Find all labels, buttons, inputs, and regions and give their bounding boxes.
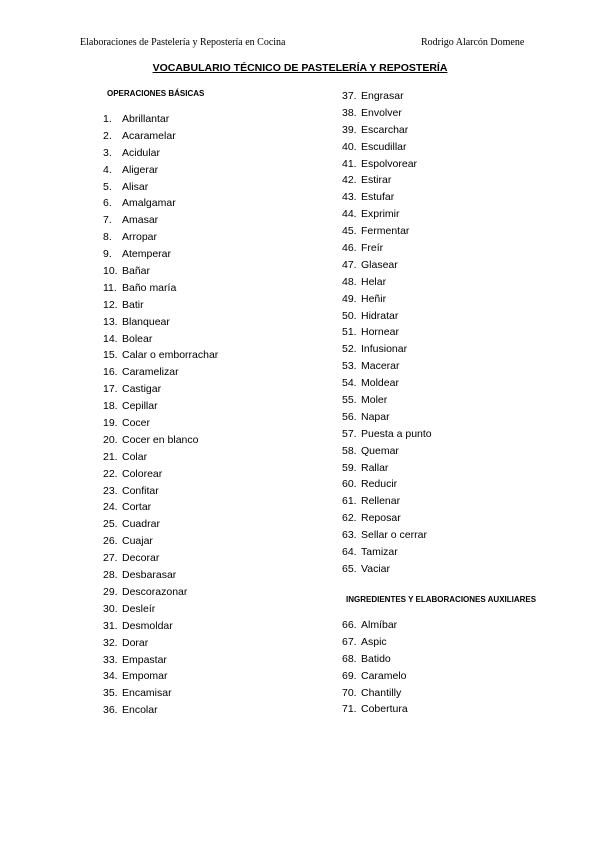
item-term: Cepillar	[122, 400, 158, 413]
item-term: Freír	[361, 242, 384, 255]
item-number: 31.	[103, 619, 118, 632]
list-item	[342, 308, 582, 325]
item-term: Encolar	[122, 704, 158, 717]
item-term: Colorear	[122, 467, 163, 480]
item-term: Aligerar	[122, 163, 159, 176]
item-number: 46.	[342, 242, 357, 255]
item-term: Hidratar	[361, 309, 399, 322]
list-item	[103, 280, 333, 297]
item-number: 28.	[103, 569, 118, 582]
header-left: Elaboraciones de Pastelería y Repostería en Cocina	[80, 37, 286, 48]
item-term: Bolear	[122, 332, 153, 345]
list-item	[342, 685, 582, 702]
item-term: Abrillantar	[122, 113, 170, 125]
ingredientes-list	[342, 617, 582, 718]
item-term: Escudillar	[361, 140, 407, 153]
operaciones-list-2	[342, 88, 582, 578]
item-number: 67.	[342, 635, 357, 648]
item-number: 18.	[103, 400, 118, 413]
item-number: 41.	[342, 157, 357, 170]
item-number: 13.	[103, 315, 118, 328]
item-term: Fermentar	[361, 225, 410, 238]
list-item	[342, 443, 582, 460]
list-item	[342, 324, 582, 341]
item-term: Envolver	[361, 106, 402, 119]
item-number: 17.	[103, 383, 118, 396]
list-item	[342, 172, 582, 189]
item-number: 3.	[103, 146, 112, 159]
item-number: 9.	[103, 248, 112, 261]
item-number: 19.	[103, 417, 118, 430]
list-item	[342, 476, 582, 493]
list-item	[103, 483, 333, 500]
item-term: Glasear	[361, 258, 398, 271]
list-item	[103, 499, 333, 516]
list-item	[342, 668, 582, 685]
list-item	[342, 240, 582, 257]
item-term: Amalgamar	[122, 197, 176, 210]
item-term: Almíbar	[361, 619, 398, 631]
list-item	[103, 297, 333, 314]
list-item	[103, 347, 333, 364]
item-number: 1.	[103, 113, 112, 125]
item-term: Desleír	[122, 602, 156, 615]
list-item	[342, 223, 582, 240]
item-term: Sellar o cerrar	[361, 529, 427, 542]
list-item	[103, 128, 333, 145]
list-item	[103, 212, 333, 229]
list-item	[342, 561, 582, 578]
item-term: Escarchar	[361, 123, 409, 136]
list-item	[103, 702, 333, 719]
item-number: 71.	[342, 703, 357, 716]
item-term: Aspic	[361, 635, 387, 648]
item-term: Puesta a punto	[361, 427, 432, 440]
item-number: 38.	[342, 106, 357, 119]
item-number: 65.	[342, 562, 357, 575]
list-item	[103, 246, 333, 263]
item-term: Cobertura	[361, 703, 408, 716]
list-item	[342, 510, 582, 527]
list-item	[342, 375, 582, 392]
item-number: 35.	[103, 687, 118, 700]
item-term: Estufar	[361, 191, 395, 204]
list-item	[103, 314, 333, 331]
list-item	[342, 122, 582, 139]
item-term: Decorar	[122, 552, 160, 565]
item-number: 53.	[342, 360, 357, 373]
item-term: Colar	[122, 450, 148, 463]
item-number: 45.	[342, 225, 357, 238]
item-term: Encamisar	[122, 687, 172, 700]
item-number: 7.	[103, 214, 112, 227]
item-number: 43.	[342, 191, 357, 204]
item-number: 55.	[342, 394, 357, 407]
list-item	[342, 651, 582, 668]
item-term: Desmoldar	[122, 619, 173, 632]
item-term: Engrasar	[361, 90, 404, 102]
item-number: 5.	[103, 180, 112, 193]
item-number: 61.	[342, 495, 357, 508]
item-term: Arropar	[122, 231, 158, 244]
item-term: Heñir	[361, 292, 387, 305]
list-item	[103, 668, 333, 685]
list-item	[103, 111, 333, 128]
item-term: Macerar	[361, 360, 400, 373]
column-left	[103, 88, 333, 719]
item-term: Moldear	[361, 377, 399, 390]
item-term: Batido	[361, 652, 391, 665]
item-number: 8.	[103, 231, 112, 244]
item-term: Quemar	[361, 444, 399, 457]
list-item	[103, 229, 333, 246]
list-item	[342, 392, 582, 409]
section-title-operaciones: OPERACIONES BÁSICAS	[107, 89, 205, 98]
item-number: 22.	[103, 467, 118, 480]
list-item	[342, 189, 582, 206]
item-number: 57.	[342, 427, 357, 440]
item-term: Acaramelar	[122, 129, 176, 142]
item-number: 11.	[103, 281, 117, 294]
item-term: Bañar	[122, 265, 151, 278]
list-item	[103, 449, 333, 466]
item-number: 25.	[103, 518, 118, 531]
item-number: 27.	[103, 552, 118, 565]
list-item	[103, 635, 333, 652]
list-item	[342, 426, 582, 443]
list-item	[342, 139, 582, 156]
item-term: Caramelizar	[122, 366, 179, 379]
item-number: 39.	[342, 123, 357, 136]
item-term: Empomar	[122, 670, 168, 683]
list-item	[103, 331, 333, 348]
item-number: 50.	[342, 309, 357, 322]
item-term: Confitar	[122, 484, 159, 497]
list-item	[342, 493, 582, 510]
list-item	[103, 567, 333, 584]
list-item	[103, 432, 333, 449]
item-number: 58.	[342, 444, 357, 457]
item-number: 66.	[342, 619, 357, 631]
item-number: 40.	[342, 140, 357, 153]
list-item	[342, 88, 582, 105]
list-item	[342, 617, 582, 634]
item-number: 23.	[103, 484, 118, 497]
item-number: 34.	[103, 670, 118, 683]
item-number: 68.	[342, 652, 357, 665]
section-title-ingredientes: INGREDIENTES Y ELABORACIONES AUXILIARES	[346, 595, 537, 604]
item-term: Napar	[361, 410, 390, 423]
item-term: Castigar	[122, 383, 162, 396]
list-item	[342, 409, 582, 426]
item-number: 16.	[103, 366, 118, 379]
item-number: 54.	[342, 377, 357, 390]
item-number: 26.	[103, 535, 118, 548]
item-term: Estirar	[361, 174, 392, 187]
item-number: 64.	[342, 546, 357, 559]
item-number: 59.	[342, 461, 357, 474]
list-item	[342, 341, 582, 358]
item-number: 37.	[342, 90, 357, 102]
operaciones-list-1	[103, 111, 333, 719]
list-item	[103, 364, 333, 381]
list-item	[103, 145, 333, 162]
item-term: Cuadrar	[122, 518, 160, 531]
item-number: 52.	[342, 343, 357, 356]
document-title: VOCABULARIO TÉCNICO DE PASTELERÍA Y REPOSTERÍA	[152, 62, 448, 74]
list-item	[342, 105, 582, 122]
item-term: Dorar	[122, 636, 149, 649]
item-term: Blanquear	[122, 315, 170, 328]
list-item	[103, 618, 333, 635]
item-number: 14.	[103, 332, 118, 345]
item-number: 47.	[342, 258, 357, 271]
item-number: 6.	[103, 197, 112, 210]
list-item	[103, 415, 333, 432]
column-right-bottom	[342, 617, 582, 718]
item-term: Helar	[361, 275, 387, 288]
list-item	[103, 685, 333, 702]
item-number: 36.	[103, 704, 118, 717]
item-number: 69.	[342, 669, 357, 682]
item-term: Hornear	[361, 326, 399, 339]
item-term: Rallar	[361, 461, 389, 474]
item-number: 56.	[342, 410, 357, 423]
item-number: 4.	[103, 163, 112, 176]
item-term: Chantilly	[361, 686, 402, 699]
item-number: 32.	[103, 636, 118, 649]
item-number: 24.	[103, 501, 118, 514]
list-item	[103, 179, 333, 196]
item-number: 48.	[342, 275, 357, 288]
item-number: 62.	[342, 512, 357, 525]
item-number: 15.	[103, 349, 118, 362]
list-item	[342, 460, 582, 477]
list-item	[342, 274, 582, 291]
item-number: 70.	[342, 686, 357, 699]
list-item	[342, 544, 582, 561]
item-number: 49.	[342, 292, 357, 305]
list-item	[342, 257, 582, 274]
header-right: Rodrigo Alarcón Domene	[421, 37, 525, 48]
item-term: Rellenar	[361, 495, 401, 508]
list-item	[103, 466, 333, 483]
item-term: Espolvorear	[361, 157, 418, 170]
item-term: Acidular	[122, 146, 160, 159]
item-term: Moler	[361, 394, 388, 407]
list-item	[342, 156, 582, 173]
item-number: 30.	[103, 602, 118, 615]
item-number: 10.	[103, 265, 118, 278]
item-number: 44.	[342, 208, 357, 221]
item-term: Atemperar	[122, 248, 172, 261]
item-term: Cortar	[122, 501, 152, 514]
item-term: Tamizar	[361, 546, 398, 559]
list-item	[103, 550, 333, 567]
item-term: Descorazonar	[122, 585, 188, 598]
item-term: Baño maría	[122, 281, 177, 294]
item-term: Calar o emborrachar	[122, 349, 219, 362]
list-item	[342, 291, 582, 308]
item-number: 20.	[103, 433, 118, 446]
list-item	[103, 263, 333, 280]
list-item	[342, 358, 582, 375]
list-item	[342, 701, 582, 718]
item-term: Reposar	[361, 512, 401, 525]
list-item	[342, 527, 582, 544]
item-term: Cuajar	[122, 535, 153, 548]
list-item	[103, 398, 333, 415]
item-number: 29.	[103, 585, 118, 598]
list-item	[342, 634, 582, 651]
item-number: 51.	[342, 326, 357, 339]
item-term: Batir	[122, 298, 144, 311]
item-term: Infusionar	[361, 343, 408, 356]
list-item	[103, 195, 333, 212]
item-number: 33.	[103, 653, 118, 666]
item-term: Caramelo	[361, 669, 407, 682]
item-number: 21.	[103, 450, 118, 463]
list-item	[103, 533, 333, 550]
item-number: 2.	[103, 129, 112, 142]
list-item	[103, 584, 333, 601]
list-item	[103, 162, 333, 179]
item-number: 60.	[342, 478, 357, 491]
item-number: 12.	[103, 298, 118, 311]
item-term: Desbarasar	[122, 569, 177, 582]
item-term: Vaciar	[361, 562, 390, 575]
list-item	[103, 601, 333, 618]
item-number: 63.	[342, 529, 357, 542]
list-item	[103, 652, 333, 669]
item-term: Reducir	[361, 478, 398, 491]
column-right-top	[342, 88, 582, 578]
item-term: Cocer en blanco	[122, 433, 199, 446]
item-term: Alisar	[122, 180, 149, 193]
list-item	[342, 206, 582, 223]
list-item	[103, 516, 333, 533]
item-term: Exprimir	[361, 208, 400, 221]
item-term: Empastar	[122, 653, 167, 666]
list-item	[103, 381, 333, 398]
item-number: 42.	[342, 174, 357, 187]
item-term: Amasar	[122, 214, 159, 227]
item-term: Cocer	[122, 417, 151, 430]
